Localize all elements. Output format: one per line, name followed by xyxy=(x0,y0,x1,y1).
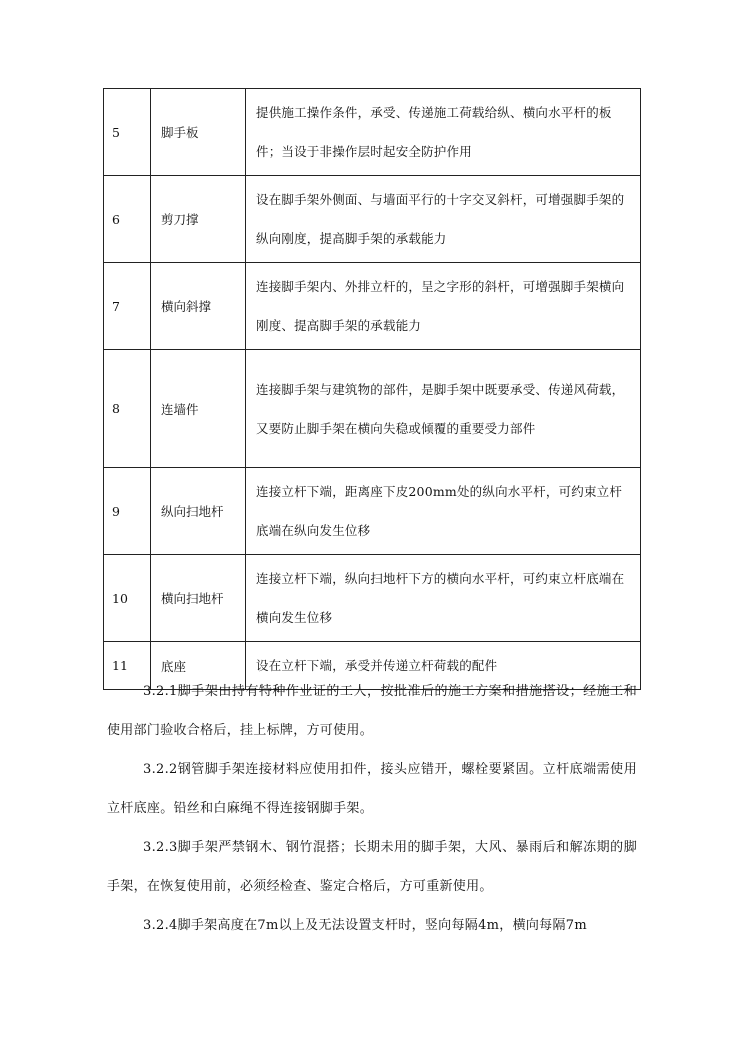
component-description: 提供施工操作条件，承受、传递施工荷载给纵、横向水平杆的板件；当设于非操作层时起安全防护作用 xyxy=(246,89,641,176)
paragraph-3-2-4: 3.2.4脚手架高度在7m以上及无法设置支杆时，竖向每隔4m，横向每隔7m xyxy=(143,918,587,933)
row-number: 11 xyxy=(104,642,151,690)
table-row xyxy=(104,176,641,263)
table-row xyxy=(104,350,641,468)
component-table xyxy=(103,88,641,690)
table-row xyxy=(104,263,641,350)
component-name: 剪刀撑 xyxy=(151,176,246,263)
paragraph-3-2-3: 3.2.3脚手架严禁钢木、钢竹混搭；长期未用的脚手架，大风、暴雨后和解冻期的脚手架，在恢复使用前，必须经检查、鉴定合格后，方可重新使用。 xyxy=(107,840,637,894)
row-number: 7 xyxy=(104,263,151,350)
component-description: 设在立杆下端，承受并传递立杆荷载的配件 xyxy=(246,642,641,690)
component-name: 连墙件 xyxy=(151,350,246,468)
component-description: 设在脚手架外侧面、与墙面平行的十字交叉斜杆，可增强脚手架的纵向刚度，提高脚手架的承载能力 xyxy=(246,176,641,263)
table-row xyxy=(104,468,641,555)
paragraph-3-2-2: 3.2.2钢管脚手架连接材料应使用扣件，接头应错开，螺栓要紧固。立杆底端需使用立杆底座。铅丝和白麻绳不得连接钢脚手架。 xyxy=(107,762,637,816)
component-name: 纵向扫地杆 xyxy=(151,468,246,555)
component-name: 横向斜撑 xyxy=(151,263,246,350)
component-name: 横向扫地杆 xyxy=(151,555,246,642)
row-number: 8 xyxy=(104,350,151,468)
row-number: 6 xyxy=(104,176,151,263)
component-description: 连接脚手架与建筑物的部件，是脚手架中既要承受、传递风荷载，又要防止脚手架在横向失稳或倾覆的重要受力部件 xyxy=(246,350,641,468)
component-description: 连接脚手架内、外排立杆的，呈之字形的斜杆，可增强脚手架横向刚度、提高脚手架的承载能力 xyxy=(246,263,641,350)
row-number: 10 xyxy=(104,555,151,642)
component-description: 连接立杆下端，距离座下皮200mm处的纵向水平杆，可约束立杆底端在纵向发生位移 xyxy=(246,468,641,555)
paragraph-3-2-1: 3.2.1脚手架由持有特种作业证的工人，按批准后的施工方案和措施搭设；经施工和使用部门验收合格后，挂上标牌，方可使用。 xyxy=(107,684,637,738)
component-description: 连接立杆下端，纵向扫地杆下方的横向水平杆，可约束立杆底端在横向发生位移 xyxy=(246,555,641,642)
table-row xyxy=(104,555,641,642)
row-number: 9 xyxy=(104,468,151,555)
table-row xyxy=(104,89,641,176)
component-name: 底座 xyxy=(151,642,246,690)
row-number: 5 xyxy=(104,89,151,176)
component-name: 脚手板 xyxy=(151,89,246,176)
